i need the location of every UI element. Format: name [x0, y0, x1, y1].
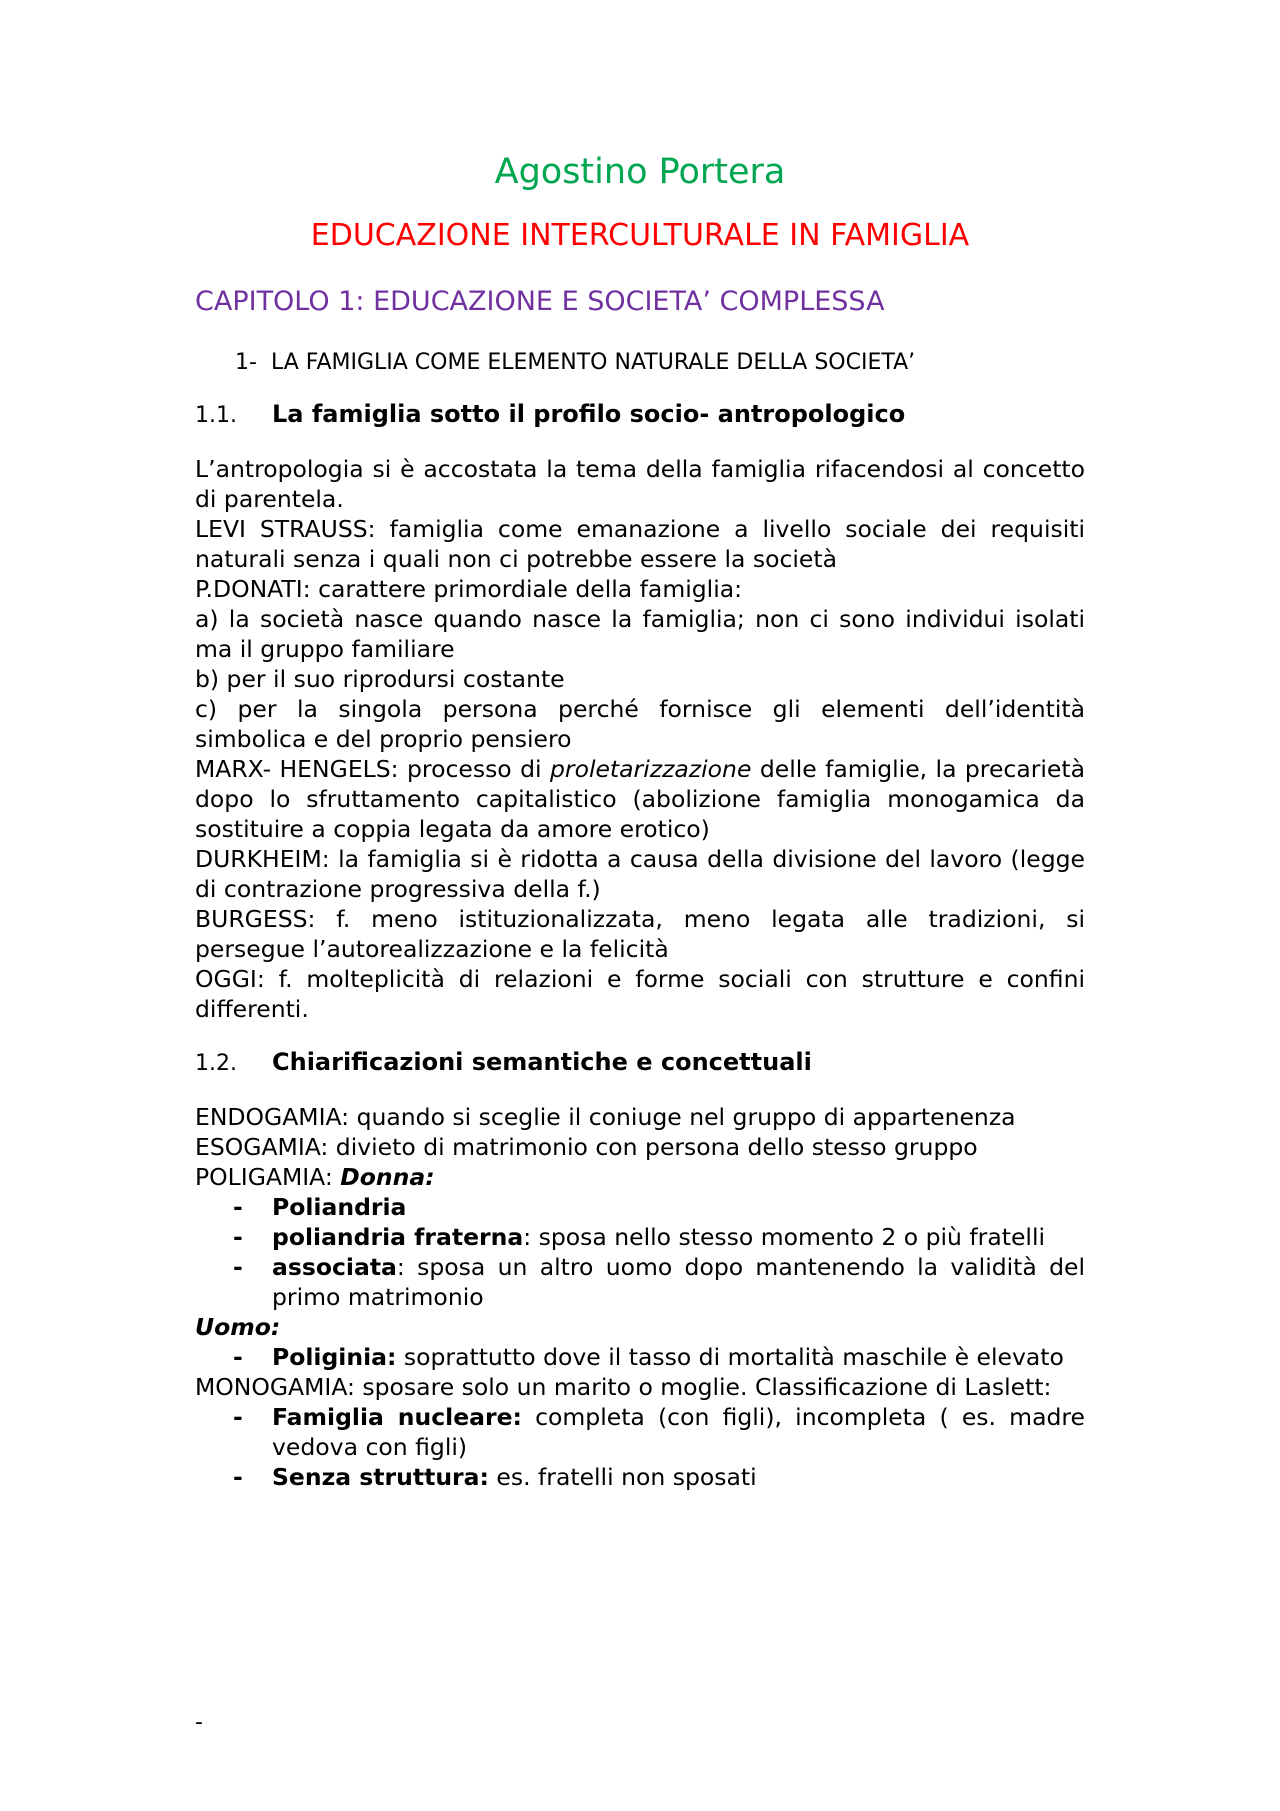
paragraph [195, 754, 1085, 844]
list-dash: - [233, 1343, 243, 1371]
text-run: : sposa nello stesso momento 2 o più fratelli [523, 1223, 1045, 1251]
paragraph: b) per il suo riprodursi costante [195, 665, 565, 693]
chapter-heading: CAPITOLO 1: EDUCAZIONE E SOCIETA’ COMPLESSA [195, 286, 885, 317]
list-dash: - [233, 1193, 243, 1221]
list-dash: - [233, 1403, 243, 1431]
text-run: es. fratelli non sposati [488, 1463, 757, 1491]
paragraph-uomo: Uomo: [195, 1313, 281, 1341]
bold-term: Famiglia nucleare: [272, 1403, 522, 1431]
list-item [195, 1192, 1085, 1222]
paragraph: L’antropologia si è accostata la tema della famiglia rifacendosi al concetto di parentela. [195, 455, 1085, 513]
italic-term: proletarizzazione [549, 755, 752, 783]
subsection-text: La famiglia sotto il profilo socio- antropologico [272, 400, 906, 428]
bold-italic-label: Donna: [340, 1163, 435, 1191]
bold-term: Poliandria [272, 1193, 407, 1221]
subsection-number: 1.1. [195, 403, 237, 428]
list-item [195, 1402, 1085, 1462]
subsection-heading-1-2 [195, 1046, 1085, 1080]
paragraph: a) la società nasce quando nasce la famiglia; non ci sono individui isolati ma il gruppo familiare [195, 605, 1085, 663]
paragraph [195, 1162, 1085, 1192]
text-run: POLIGAMIA: [195, 1163, 341, 1191]
list-item [195, 1342, 1085, 1372]
text-run: MARX- HENGELS: processo di [195, 755, 550, 783]
section-number: 1- [235, 350, 257, 375]
bold-term: Poliginia: [272, 1343, 397, 1371]
paragraph: BURGESS: f. meno istituzionalizzata, meno legata alle tradizioni, si persegue l’autorealizzazione e la felicità [195, 905, 1085, 963]
section-text: LA FAMIGLIA COME ELEMENTO NATURALE DELLA SOCIETA’ [271, 350, 916, 375]
bold-term: associata [272, 1253, 397, 1281]
list-item [195, 1462, 1085, 1492]
list-dash: - [233, 1253, 243, 1281]
body-text-2 [195, 1102, 1085, 1492]
list-dash: - [233, 1463, 243, 1491]
list-item [195, 1252, 1085, 1312]
text-run: completa (con figli), incompleta ( es. madre vedova con figli) [272, 1403, 1085, 1461]
paragraph: ESOGAMIA: divieto di matrimonio con persona dello stesso gruppo [195, 1133, 978, 1161]
paragraph: OGGI: f. molteplicità di relazioni e forme sociali con strutture e confini differenti. [195, 965, 1085, 1023]
subsection-heading-1-1 [195, 398, 1085, 432]
paragraph: DURKHEIM: la famiglia si è ridotta a causa della divisione del lavoro (legge di contrazione progressiva della f.) [195, 845, 1085, 903]
subsection-text: Chiarificazioni semantiche e concettuali [272, 1048, 812, 1076]
body-text-1 [195, 454, 1085, 1024]
paragraph: LEVI STRAUSS: famiglia come emanazione a livello sociale dei requisiti naturali senza i quali non ci potrebbe essere la società [195, 515, 1085, 573]
footer-dash: - [195, 1710, 203, 1735]
bold-term: poliandria fraterna [272, 1223, 524, 1251]
list-dash: - [233, 1223, 243, 1251]
document-page [195, 150, 1085, 1492]
section-heading [235, 348, 1085, 378]
text-run: delle famiglie, la precarietà dopo lo sfruttamento capitalistico (abolizione famiglia monogamica da sostituire a coppia legata da amore erotico) [195, 755, 1085, 843]
subsection-number: 1.2. [195, 1051, 237, 1076]
paragraph: P.DONATI: carattere primordiale della famiglia: [195, 575, 743, 603]
text-run: : sposa un altro uomo dopo mantenendo la validità del primo matrimonio [272, 1253, 1085, 1311]
paragraph: ENDOGAMIA: quando si sceglie il coniuge nel gruppo di appartenenza [195, 1103, 1016, 1131]
paragraph: c) per la singola persona perché fornisce gli elementi dell’identità simbolica e del proprio pensiero [195, 695, 1085, 753]
document-title: EDUCAZIONE INTERCULTURALE IN FAMIGLIA [310, 218, 970, 253]
paragraph: MONOGAMIA: sposare solo un marito o moglie. Classificazione di Laslett: [195, 1373, 1052, 1401]
list-item [195, 1222, 1085, 1252]
bold-term: Senza struttura: [272, 1463, 489, 1491]
author-name: Agostino Portera [494, 152, 786, 192]
text-run: soprattutto dove il tasso di mortalità maschile è elevato [396, 1343, 1064, 1371]
